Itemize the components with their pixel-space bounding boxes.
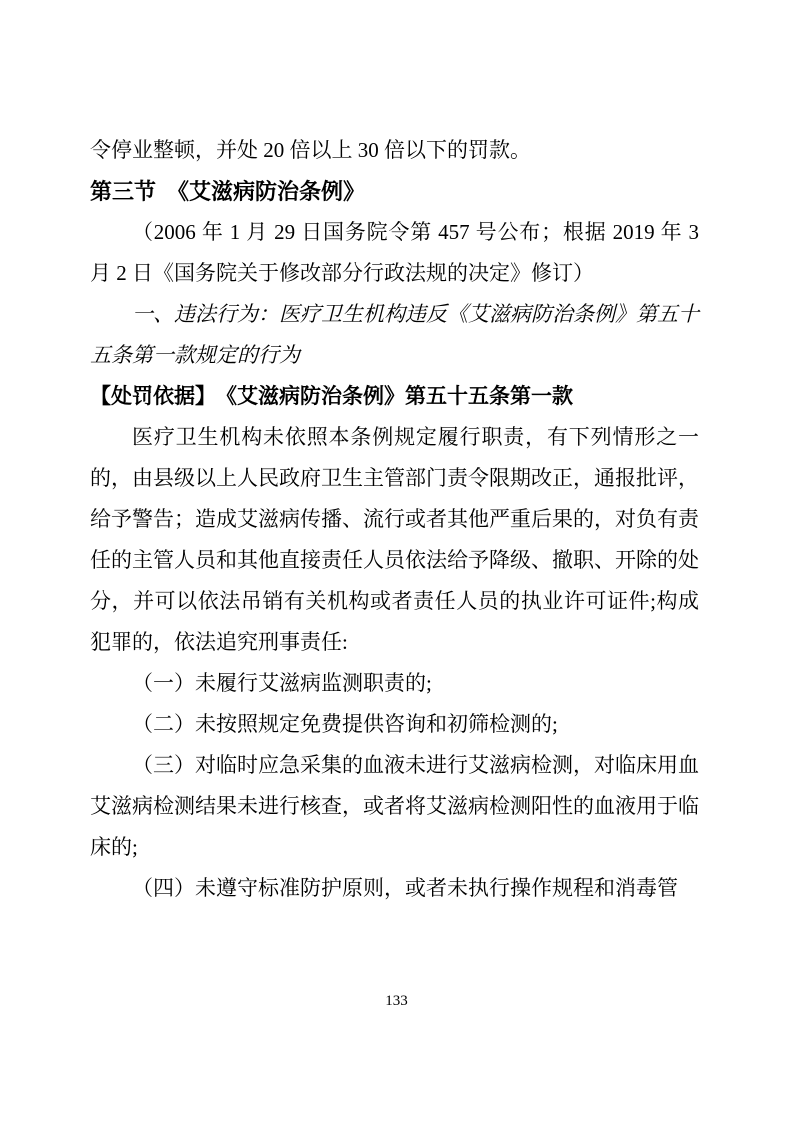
penalty-basis-heading: 【处罚依据】 《艾滋病防治条例》第五十五条第一款 <box>90 385 573 408</box>
article-list-item-3: （三）对临时应急采集的血液未进行艾滋病检测，对临床用血艾滋病检测结果未进行核查，或者将艾滋病检测阳性的血液用于临床的; <box>90 753 699 859</box>
leading-paragraph: 令停业整顿，并处 20 倍以上 30 倍以下的罚款。 <box>90 138 531 162</box>
article-paragraph: 医疗卫生机构未依照本条例规定履行职责，有下列情形之一的，由县级以上人民政府卫生主管部门责令限期改正，通报批评，给予警告；造成艾滋病传播、流行或者其他严重后果的，对负有责任的主管人员和其他直接责任人员依法给予降级、撤职、开除的处分，并可以依法吊销有关机构或者责任人员的执业许可证件;构成犯罪的，依法追究刑事责任: <box>90 425 699 654</box>
article-list-item-1: （一）未履行艾滋病监测职责的; <box>132 671 432 695</box>
article-list-item-2: （二）未按照规定免费提供咨询和初筛检测的; <box>132 712 558 736</box>
page-number: 133 <box>385 993 408 1009</box>
violation-item: 一、违法行为：医疗卫生机构违反《艾滋病防治条例》第五十五条第一款规定的行为 <box>90 302 699 367</box>
section-heading: 第三节 《艾滋病防治条例》 <box>90 179 366 204</box>
article-list-item-4: （四）未遵守标准防护原则，或者未执行操作规程和消毒管 <box>132 876 678 900</box>
promulgation-note: （2006 年 1 月 29 日国务院令第 457 号公布；根据 2019 年 3 月 2 日《国务院关于修改部分行政法规的决定》修订） <box>90 220 699 285</box>
